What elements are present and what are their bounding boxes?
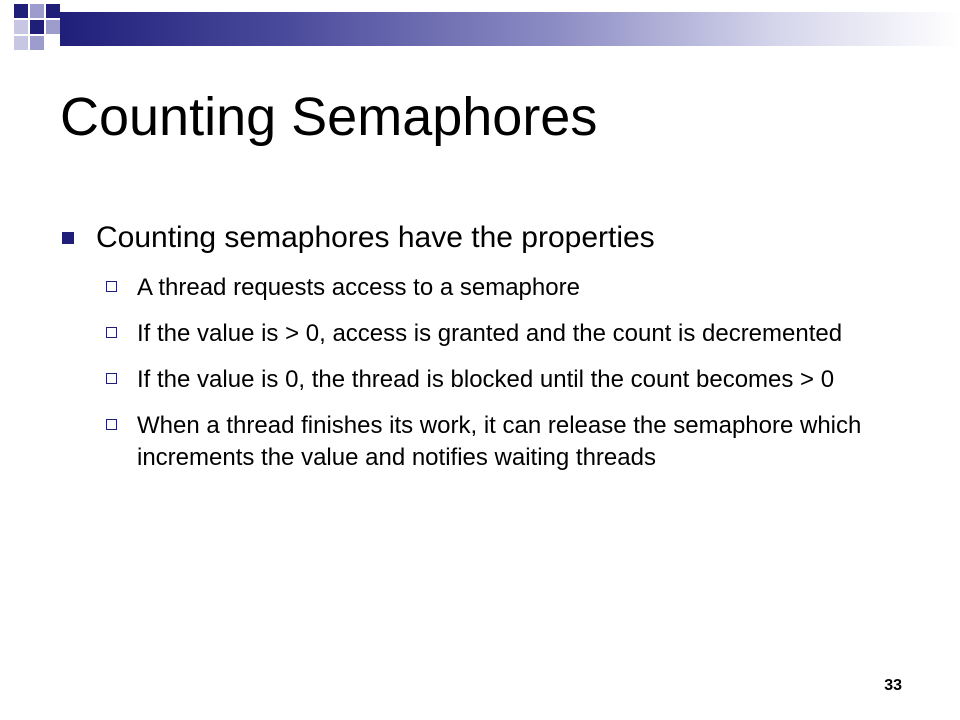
- deco-square: [14, 4, 28, 18]
- hollow-square-bullet-icon: [106, 281, 117, 292]
- slide-title: Counting Semaphores: [60, 87, 598, 147]
- sub-bullet-item: [60, 318, 900, 350]
- deco-square: [46, 20, 60, 34]
- deco-square: [14, 36, 28, 50]
- page-number: 33: [884, 677, 902, 694]
- sub-bullet-text: A thread requests access to a semaphore: [137, 274, 580, 301]
- hollow-square-bullet-icon: [106, 419, 117, 430]
- sub-bullet-text: If the value is 0, the thread is blocked until the count becomes > 0: [137, 366, 835, 393]
- sub-bullet-item: [60, 364, 900, 396]
- sub-bullet-item: [60, 410, 900, 474]
- deco-square: [46, 4, 60, 18]
- hollow-square-bullet-icon: [106, 327, 117, 338]
- header-gradient-bar: [60, 12, 960, 46]
- filled-square-bullet-icon: [62, 232, 74, 244]
- bullet-text: Counting semaphores have the properties: [96, 221, 655, 254]
- sub-bullet-text: When a thread finishes its work, it can release the semaphore which increments the value and notifies waiting threads: [137, 412, 862, 471]
- bullet-list: [60, 218, 900, 488]
- sub-bullet-item: [60, 272, 900, 304]
- deco-square: [14, 20, 28, 34]
- sub-bullet-list: [60, 272, 900, 474]
- deco-square: [30, 4, 44, 18]
- bullet-item: [60, 218, 900, 258]
- hollow-square-bullet-icon: [106, 373, 117, 384]
- deco-square: [30, 36, 44, 50]
- deco-square: [30, 20, 44, 34]
- sub-bullet-text: If the value is > 0, access is granted and the count is decremented: [137, 320, 843, 347]
